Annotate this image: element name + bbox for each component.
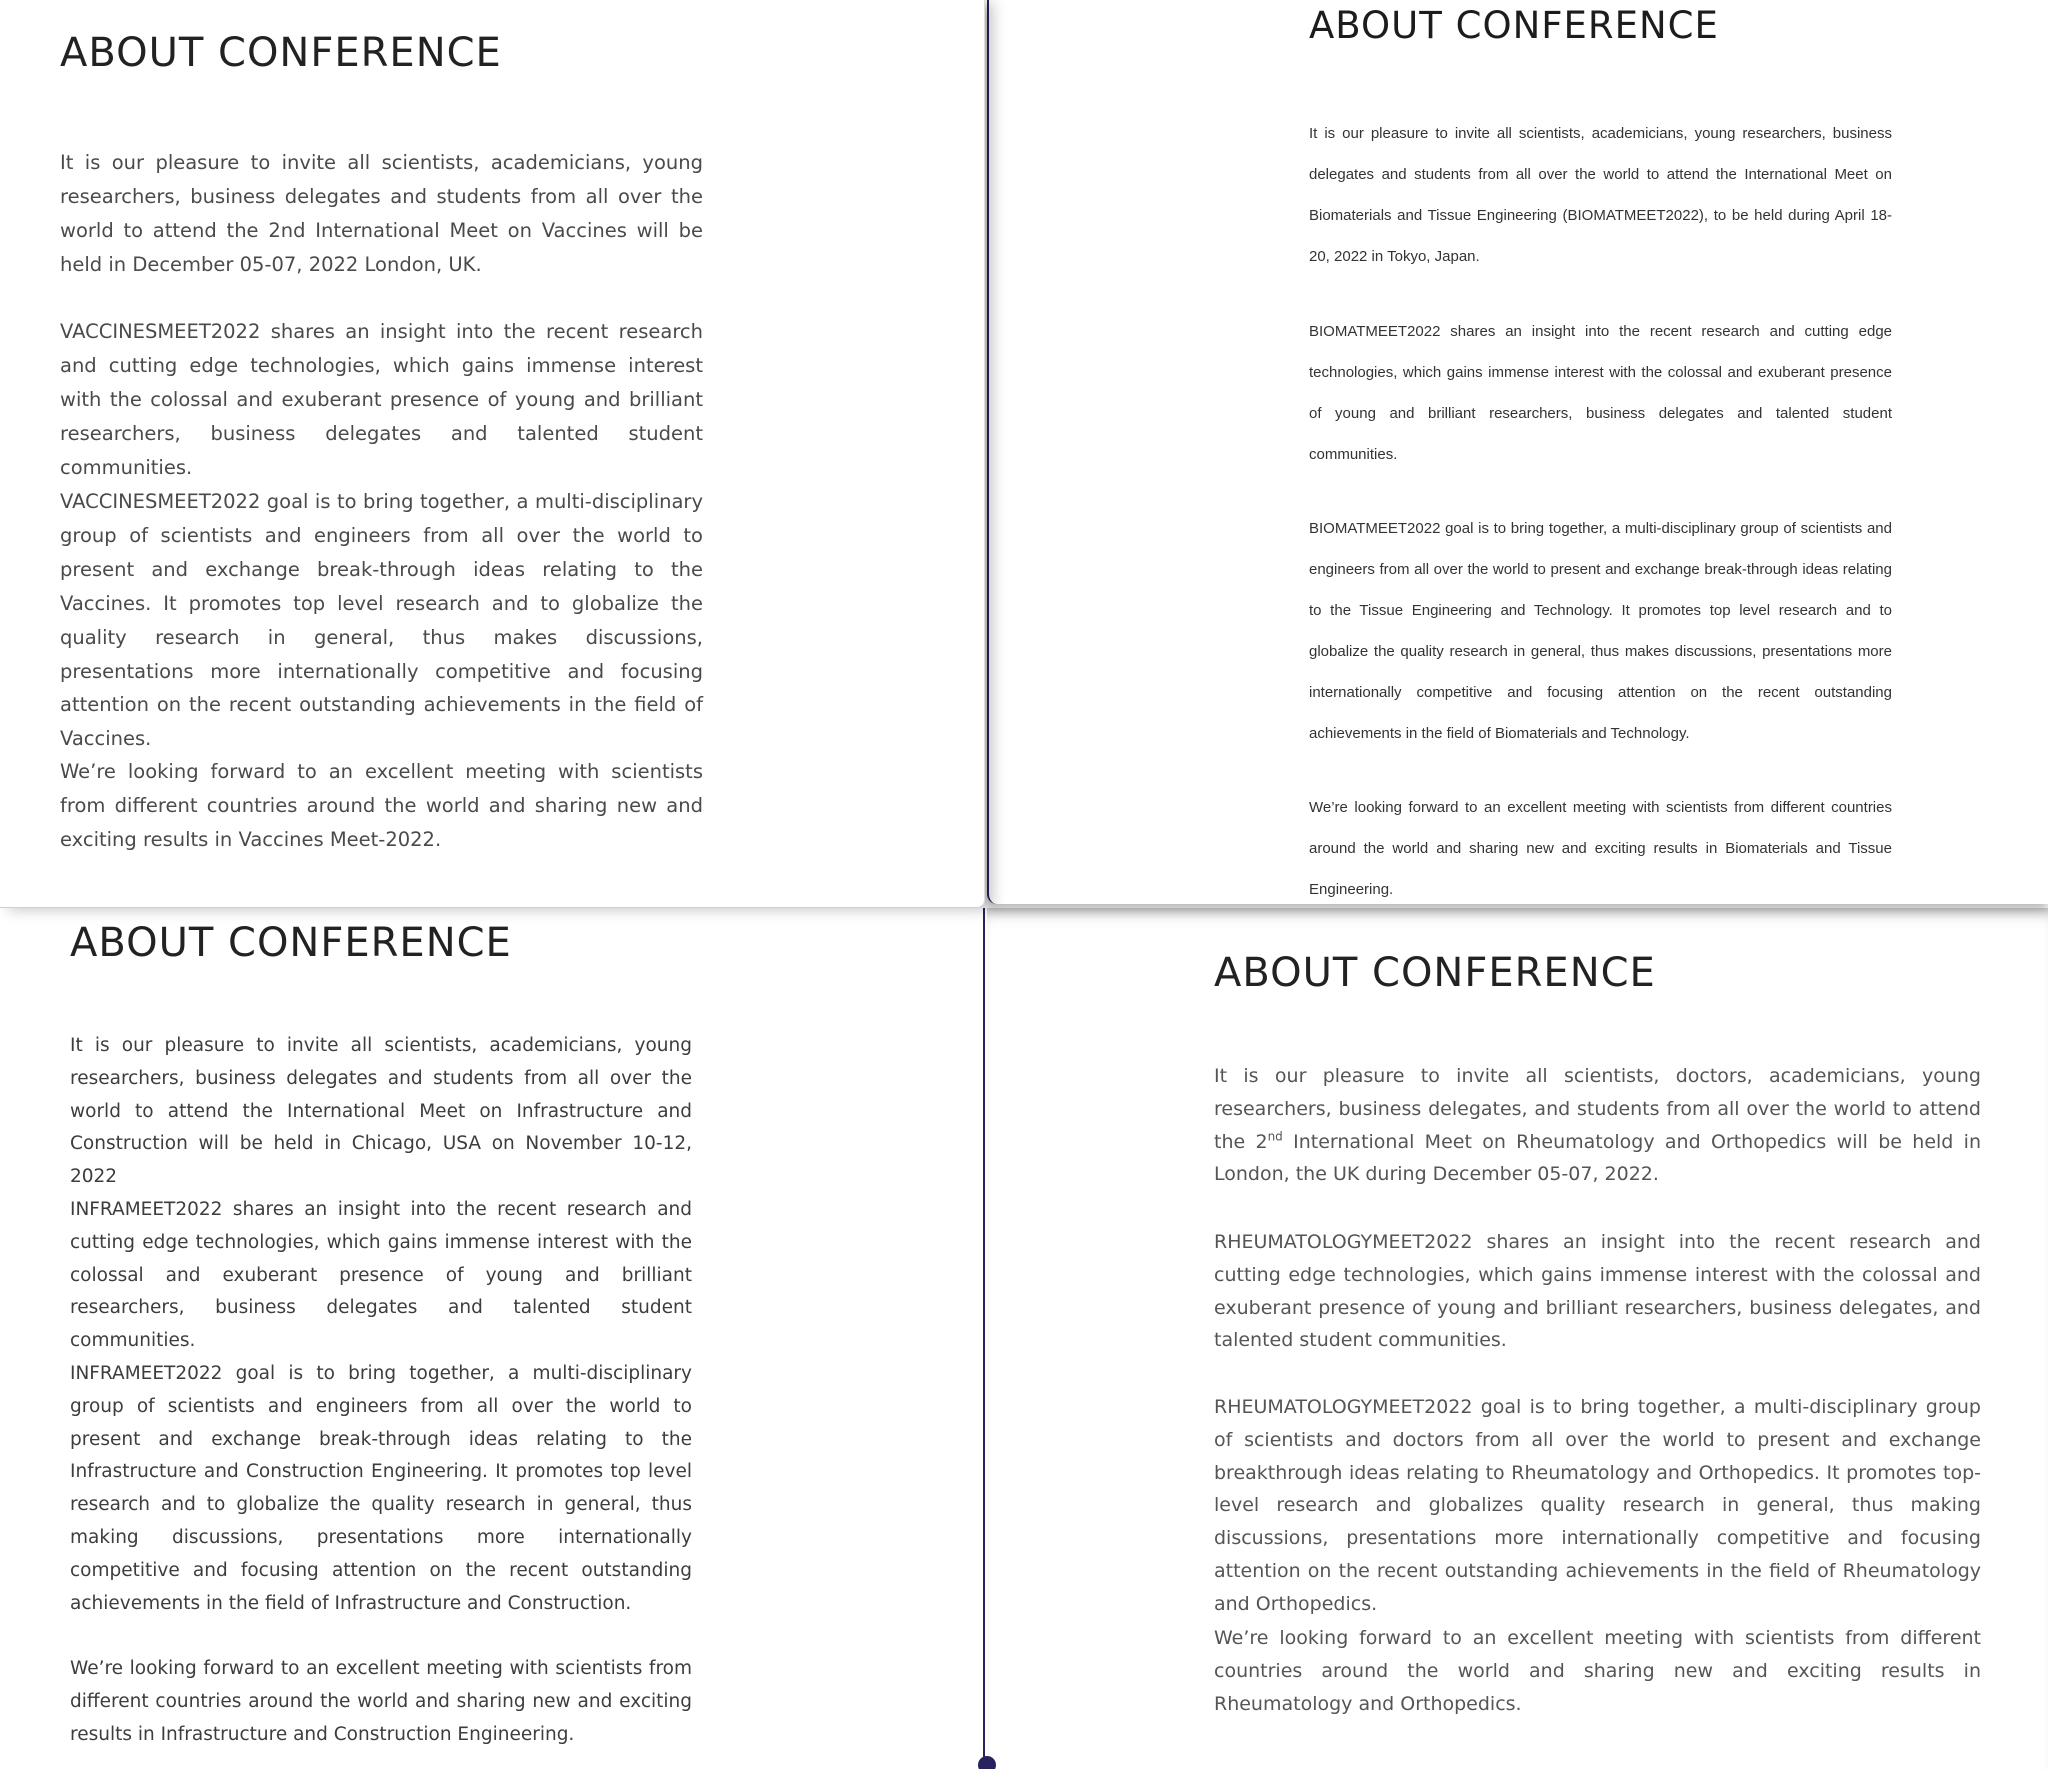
biomaterials-paragraph-insight: BIOMATMEET2022 shares an insight into the recent research and cutting edge technologies, which gains immense interest with the colossal and exuberant presence of young and brilliant researchers, business delegates and talented student communities. bbox=[1309, 323, 1892, 463]
vaccines-paragraph-invitation: It is our pleasure to invite all scientists, academicians, young researchers, business delegates and students from all over the world to attend the 2nd International Meet on Vaccines will be held in December 05-07, 2022 London, UK. bbox=[60, 151, 703, 276]
biomaterials-paragraph-closing: We’re looking forward to an excellent meeting with scientists from different countries around the world and sharing new and exciting results in Biomaterials and Tissue Engineering. bbox=[1309, 799, 1892, 898]
rheumatology-about-panel bbox=[987, 908, 2048, 1769]
divider-end-marker bbox=[978, 1756, 996, 1769]
biomaterials-about-panel bbox=[987, 0, 2048, 904]
rheumatology-paragraph-insight: RHEUMATOLOGYMEET2022 shares an insight into the recent research and cutting edge technologies, which gains immense interest with the colossal and exuberant presence of young and brilliant researchers, business delegates, and talented student communities. bbox=[1214, 1231, 1981, 1352]
rheumatology-invitation-text-start: It is our pleasure to invite all scientists, doctors, academicians, young researchers, business delegates, and students from all over the world to attend the 2 bbox=[1214, 1065, 1981, 1153]
infrastructure-heading: ABOUT CONFERENCE bbox=[70, 920, 512, 966]
vaccines-about-panel bbox=[0, 0, 985, 908]
rheumatology-heading: ABOUT CONFERENCE bbox=[1214, 950, 1656, 996]
rheumatology-ordinal-superscript: nd bbox=[1267, 1129, 1283, 1144]
rheumatology-paragraph-invitation bbox=[1214, 1060, 1981, 1191]
vaccines-heading: ABOUT CONFERENCE bbox=[60, 30, 502, 76]
biomaterials-heading: ABOUT CONFERENCE bbox=[1309, 4, 1719, 47]
vaccines-paragraph-insight: VACCINESMEET2022 shares an insight into the recent research and cutting edge technologies, which gains immense interest with the colossal and exuberant presence of young and brilliant researchers, business delegates and talented student communities. bbox=[60, 320, 703, 479]
infrastructure-paragraph-closing: We’re looking forward to an excellent meeting with scientists from different countries around the world and sharing new and exciting results in Infrastructure and Construction Engineering. bbox=[70, 1658, 692, 1745]
rheumatology-paragraph-closing: We’re looking forward to an excellent meeting with scientists from different countries around the world and sharing new and exciting results in Rheumatology and Orthopedics. bbox=[1214, 1627, 1981, 1715]
rheumatology-paragraph-goal: RHEUMATOLOGYMEET2022 goal is to bring together, a multi-disciplinary group of scientists and doctors from all over the world to present and exchange breakthrough ideas relating to Rheumatology and Orthopedics. It promotes top-level research and globalizes quality research in general, thus making discussions, presentations more internationally competitive and focusing attention on the recent outstanding achievements in the field of Rheumatology and Orthopedics. bbox=[1214, 1396, 1981, 1615]
vaccines-paragraph-goal: VACCINESMEET2022 goal is to bring together, a multi-disciplinary group of scientists and engineers from all over the world to present and exchange break-through ideas relating to the Vaccines. It promotes top level research and to globalize the quality research in general, thus makes discussions, presentations more internationally competitive and focusing attention on the recent outstanding achievements in the field of Vaccines. bbox=[60, 490, 703, 751]
infrastructure-paragraph-invitation: It is our pleasure to invite all scientists, academicians, young researchers, business delegates and students from all over the world to attend the International Meet on Infrastructure and Construction will be held in Chicago, USA on November 10-12, 2022 bbox=[70, 1035, 692, 1188]
biomaterials-paragraph-goal: BIOMATMEET2022 goal is to bring together, a multi-disciplinary group of scientists and engineers from all over the world to present and exchange break-through ideas relating to the Tissue Engineering and Technology. It promotes top level research and to globalize the quality research in general, thus makes discussions, presentations more internationally competitive and focusing attention on the recent outstanding achievements in the field of Biomaterials and Technology. bbox=[1309, 520, 1892, 742]
biomaterials-paragraph-invitation: It is our pleasure to invite all scientists, academicians, young researchers, business delegates and students from all over the world to attend the International Meet on Biomaterials and Tissue Engineering (BIOMATMEET2022), to be held during April 18-20, 2022 in Tokyo, Japan. bbox=[1309, 125, 1892, 265]
infrastructure-paragraph-insight: INFRAMEET2022 shares an insight into the recent research and cutting edge technologies, which gains immense interest with the colossal and exuberant presence of young and brilliant researchers, business delegates and talented student communities. bbox=[70, 1199, 692, 1352]
infrastructure-paragraph-goal: INFRAMEET2022 goal is to bring together, a multi-disciplinary group of scientists and engineers from all over the world to present and exchange break-through ideas relating to the Infrastructure and Construction Engineering. It promotes top level research and to globalize the quality research in general, thus making discussions, presentations more internationally competitive and focusing attention on the recent outstanding achievements in the field of Infrastructure and Construction. bbox=[70, 1363, 692, 1614]
infrastructure-about-panel bbox=[0, 908, 985, 1769]
rheumatology-invitation-text-end: International Meet on Rheumatology and Orthopedics will be held in London, the UK during December 05-07, 2022. bbox=[1214, 1130, 1981, 1186]
vaccines-paragraph-closing: We’re looking forward to an excellent meeting with scientists from different countries around the world and sharing new and exciting results in Vaccines Meet-2022. bbox=[60, 760, 703, 851]
